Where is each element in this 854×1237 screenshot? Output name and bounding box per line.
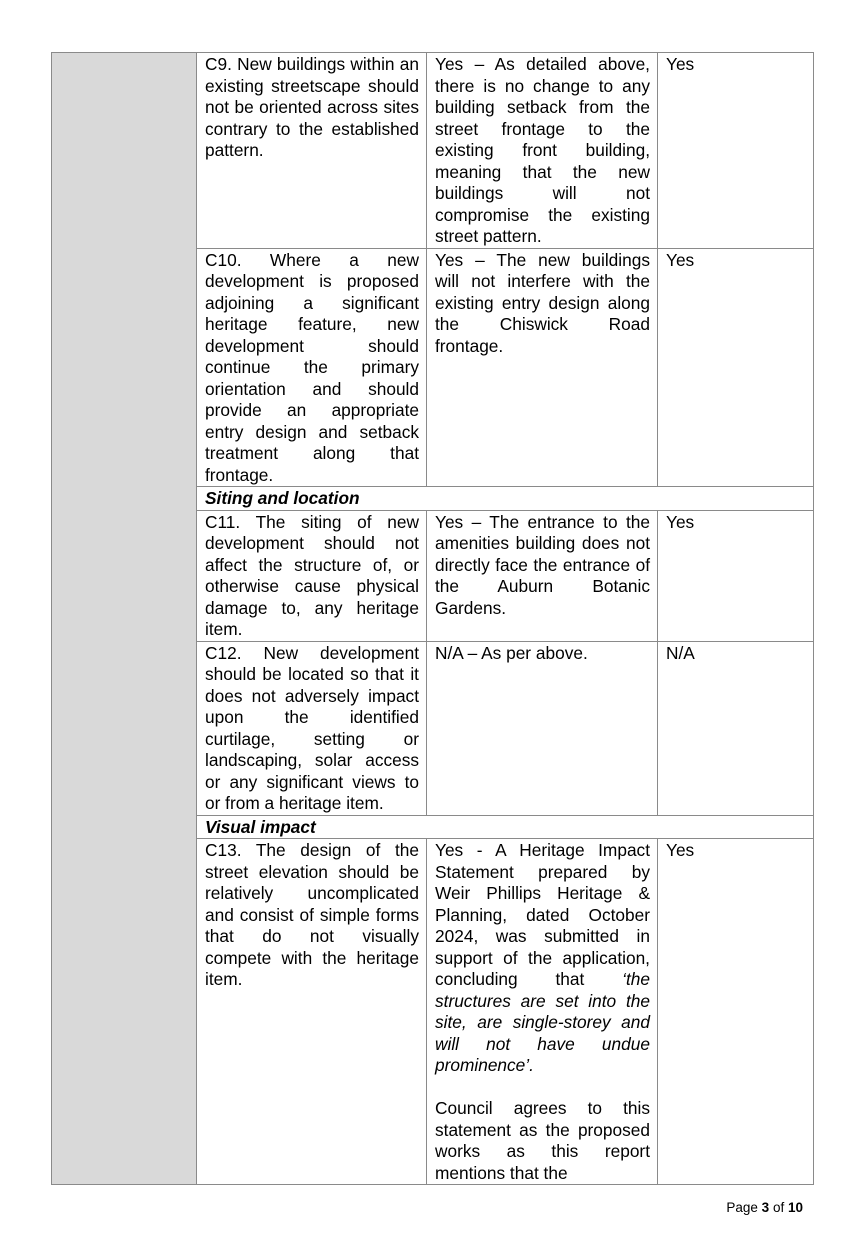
page-footer	[726, 1200, 803, 1215]
section-heading: Visual impact	[197, 815, 814, 839]
complies-cell: N/A	[658, 641, 814, 815]
response-text: Council agrees to this statement as the proposed works as this report mentions that the	[435, 1098, 650, 1183]
response-text: Yes - A Heritage Impact Statement prepared by Weir Phillips Heritage & Planning, dated October 2024, was submitted in support of the application, concluding that	[435, 840, 650, 989]
response-cell	[427, 839, 658, 1185]
control-cell: C12. New development should be located so that it does not adversely impact upon the identified curtilage, setting or landscaping, solar access or any significant views to or from a heritage item.	[197, 641, 427, 815]
complies-cell: Yes	[658, 510, 814, 641]
control-cell: C13. The design of the street elevation should be relatively uncomplicated and consist of simple forms that do not visually compete with the heritage item.	[197, 839, 427, 1185]
total-pages: 10	[787, 1200, 803, 1215]
response-cell: Yes – The new buildings will not interfere with the existing entry design along the Chiswick Road frontage.	[427, 248, 658, 487]
section-heading: Siting and location	[197, 487, 814, 511]
control-cell: C10. Where a new development is proposed adjoining a significant heritage feature, new development should continue the primary orientation and should provide an appropriate entry design and setback treatment along that frontage.	[197, 248, 427, 487]
grey-margin-cell	[52, 53, 197, 1185]
response-cell: N/A – As per above.	[427, 641, 658, 815]
response-cell: Yes – As detailed above, there is no change to any building setback from the street frontage to the existing front building, meaning that the new buildings will not compromise the existing street pattern.	[427, 53, 658, 249]
page-label: Page	[726, 1200, 758, 1215]
control-cell: C9. New buildings within an existing streetscape should not be oriented across sites contrary to the established pattern.	[197, 53, 427, 249]
complies-cell: Yes	[658, 839, 814, 1185]
response-cell: Yes – The entrance to the amenities building does not directly face the entrance of the Auburn Botanic Gardens.	[427, 510, 658, 641]
response-quote: ‘the structures are set into the site, are single-storey and will not have undue prominence’.	[435, 969, 650, 1075]
page-number: 3	[761, 1200, 770, 1215]
compliance-table	[51, 52, 814, 1185]
of-label: of	[772, 1200, 785, 1215]
complies-cell: Yes	[658, 53, 814, 249]
table-row	[52, 53, 814, 249]
complies-cell: Yes	[658, 248, 814, 487]
control-cell: C11. The siting of new development should not affect the structure of, or otherwise cause physical damage to, any heritage item.	[197, 510, 427, 641]
